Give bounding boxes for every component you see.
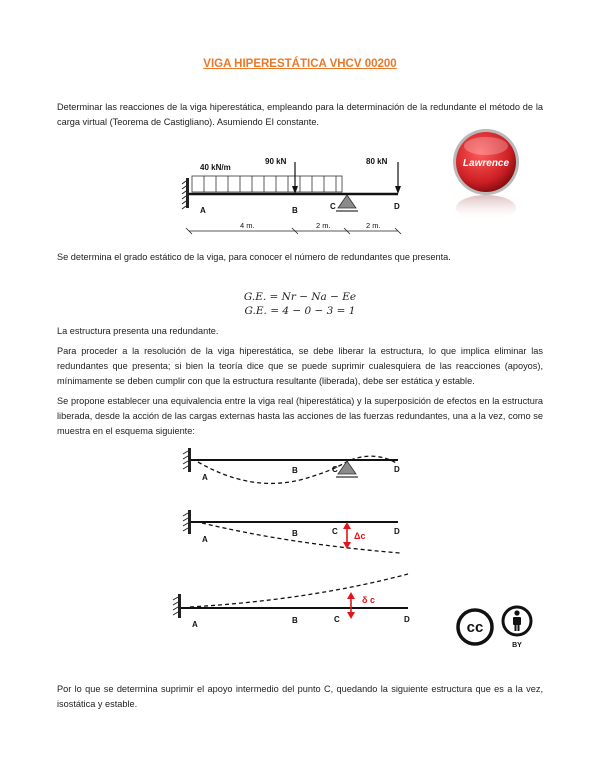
dim-bc: 2 m.	[316, 221, 331, 230]
scheme-real-beam	[180, 442, 410, 492]
support-c	[338, 195, 356, 208]
equation-2: G.E. = 4 − 0 − 3 = 1	[244, 305, 356, 317]
fixed-support-hatch	[182, 181, 186, 209]
delta-c-label: Δc	[354, 531, 366, 541]
redundante-paragraph: La estructura presenta una redundante.	[57, 326, 219, 336]
delta-small-label: δ c	[362, 595, 375, 605]
propone-paragraph: Se propone establecer una equivalencia entre la viga real (hiperestática) y la superposición de efectos en la estructura liberada, desde la acción de las cargas externas hasta las acciones de las fuerzas redundantes, una a la vez, como se muestra en el esquema siguiente:	[57, 396, 543, 436]
proceder-paragraph: Para proceder a la resolución de la viga hiperestática, se debe liberar la estructura, lo que implica eliminar las redundantes que presenta; si bien la teoría dice que se puede suprimir cualesquiera de las reacciones (apoyos), mínimamente se deben cumplir con que la estructura resultante (liberada), debe ser estática y estable.	[57, 346, 543, 386]
scheme1-node-a: A	[202, 473, 208, 482]
logo-text: Lawrence	[462, 158, 510, 169]
node-b: B	[292, 206, 298, 215]
grado-paragraph: Se determina el grado estático de la viga, para conocer el número de redundantes que presenta.	[57, 252, 451, 262]
scheme3-node-c: C	[334, 615, 340, 624]
dim-ab: 4 m.	[240, 221, 255, 230]
scheme3-node-b: B	[292, 616, 298, 625]
dim-cd: 2 m.	[366, 221, 381, 230]
intro-paragraph: Determinar las reacciones de la viga hiperestática, empleando para la determinación de la redundante el método de la carga virtual (Teorema de Castigliano). Asumiendo EI constante.	[57, 102, 543, 127]
cc-by-license-icon	[455, 603, 541, 651]
scheme-released-loads	[180, 504, 410, 560]
distributed-load	[192, 176, 342, 192]
scheme2-node-b: B	[292, 529, 298, 538]
beam-diagram	[180, 150, 420, 240]
scheme2-node-c: C	[332, 527, 338, 536]
scheme3-node-d: D	[404, 615, 410, 624]
scheme-released-redundant	[170, 570, 420, 630]
equation-1: G.E. = Nr − Na − Ee	[243, 291, 357, 303]
scheme1-node-c: C	[332, 465, 338, 474]
lawrence-logo	[452, 128, 520, 222]
scheme3-node-a: A	[192, 620, 198, 629]
point-load-b-label: 90 kN	[265, 157, 287, 166]
page-title: VIGA HIPERESTÁTICA VHCV 00200	[203, 58, 397, 70]
cc-text: cc	[466, 619, 484, 636]
final-paragraph: Por lo que se determina suprimir el apoyo intermedio del punto C, quedando la siguiente estructura que es a la vez, isostática y estable.	[57, 684, 543, 709]
distributed-load-label: 40 kN/m	[200, 163, 231, 172]
point-load-d-label: 80 kN	[366, 157, 388, 166]
node-d: D	[394, 202, 400, 211]
fixed-support-a	[186, 178, 189, 208]
node-c: C	[330, 202, 336, 211]
scheme1-node-d: D	[394, 465, 400, 474]
scheme2-node-a: A	[202, 535, 208, 544]
node-a: A	[200, 206, 206, 215]
by-text: BY	[512, 642, 522, 649]
scheme2-node-d: D	[394, 527, 400, 536]
scheme1-node-b: B	[292, 466, 298, 475]
